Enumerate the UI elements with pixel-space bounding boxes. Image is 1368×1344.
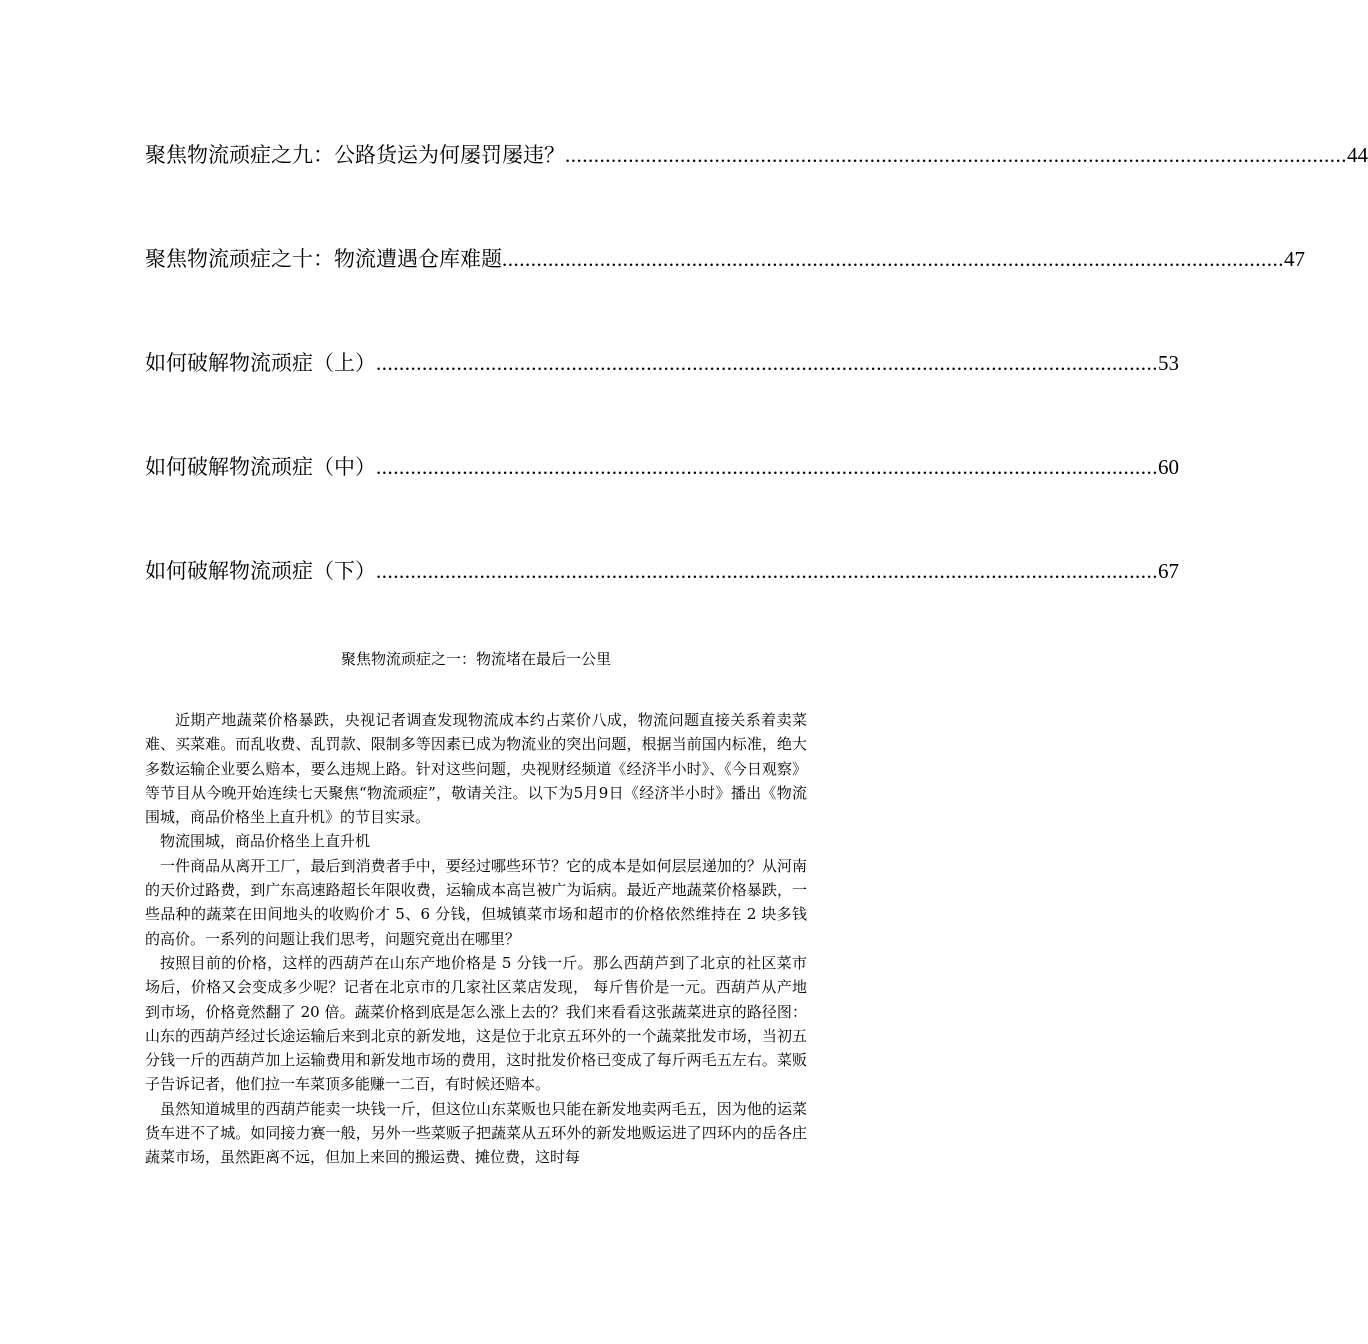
toc-leader-dots: ........................................................................................................................................: [376, 351, 1158, 375]
toc-entry-title: 如何破解物流顽症（下）: [145, 559, 376, 583]
toc-entry-title: 如何破解物流顽症（中）: [145, 455, 376, 479]
toc-page-number: 60: [1158, 455, 1179, 479]
section-heading: 聚焦物流顽症之一：物流堵在最后一公里: [340, 650, 611, 668]
toc-leader-dots: ........................................................................................................................................: [565, 143, 1347, 167]
paragraph-intro: 近期产地蔬菜价格暴跌，央视记者调查发现物流成本约占菜价八成，物流问题直接关系着卖菜难、买菜难。而乱收费、乱罚款、限制多等因素已成为物流业的突出问题，根据当前国内标准，绝大多数运输企业要么赔本，要么违规上路。针对这些问题，央视财经频道《经济半小时》、《今日观察》等节目从今晚开始连续七天聚焦“物流顽症”，敬请关注。以下为5月9日《经济半小时》播出《物流围城，商品价格坐上直升机》的节目实录。: [145, 711, 807, 827]
toc-entry[interactable]: [145, 129, 1368, 169]
toc-leader-dots: ........................................................................................................................................: [376, 455, 1158, 479]
toc-leader-dots: ........................................................................................................................................: [502, 247, 1284, 271]
toc-page-number: 67: [1158, 559, 1179, 583]
toc-entry[interactable]: [145, 233, 1305, 273]
toc-entry-title: 如何破解物流顽症（上）: [145, 351, 376, 375]
toc-page-number: 47: [1284, 247, 1305, 271]
toc-page-number: 53: [1158, 351, 1179, 375]
toc-entry[interactable]: [145, 441, 1179, 481]
paragraph-subheading: 物流围城，商品价格坐上直升机: [160, 832, 371, 851]
paragraph: 虽然知道城里的西葫芦能卖一块钱一斤，但这位山东菜贩也只能在新发地卖两毛五，因为他的运菜货车进不了城。如同接力赛一般，另外一些菜贩子把蔬菜从五环外的新发地贩运进了四环内的岳各庄蔬菜市场，虽然距离不远，但加上来回的搬运费、摊位费，这时每: [145, 1099, 807, 1167]
paragraph: 按照目前的价格，这样的西葫芦在山东产地价格是 5 分钱一斤。那么西葫芦到了北京的社区菜市场后，价格又会变成多少呢？记者在北京市的几家社区菜店发现， 每斤售价是一元。西葫芦从产地到市场，价格竟然翻了 20 倍。蔬菜价格到底是怎么涨上去的？我们来看看这张蔬菜进京的路径图：山东的西葫芦经过长途运输后来到北京的新发地，这是位于北京五环外的一个蔬菜批发市场，当初五分钱一斤的西葫芦加上运输费用和新发地市场的费用，这时批发价格已变成了每斤两毛五左右。菜贩子告诉记者，他们拉一车菜顶多能赚一二百，有时候还赔本。: [145, 953, 807, 1094]
toc-leader-dots: ........................................................................................................................................: [376, 559, 1158, 583]
toc-page-number: 44: [1347, 143, 1368, 167]
article-body: [145, 708, 807, 1170]
paragraph: 一件商品从离开工厂，最后到消费者手中，要经过哪些环节？它的成本是如何层层递加的？从河南的天价过路费，到广东高速路超长年限收费，运输成本高岂被广为诟病。最近产地蔬菜价格暴跌，一些品种的蔬菜在田间地头的收购价才 5、6 分钱，但城镇菜市场和超市的价格依然维持在 2 块多钱的高价。一系列的问题让我们思考，问题究竟出在哪里？: [145, 856, 807, 948]
toc-entry-title: 聚焦物流顽症之九：公路货运为何屡罚屡违？: [145, 143, 565, 167]
toc-entry-title: 聚焦物流顽症之十：物流遭遇仓库难题: [145, 247, 502, 271]
toc-entry[interactable]: [145, 337, 1179, 377]
toc-entry[interactable]: [145, 545, 1179, 585]
